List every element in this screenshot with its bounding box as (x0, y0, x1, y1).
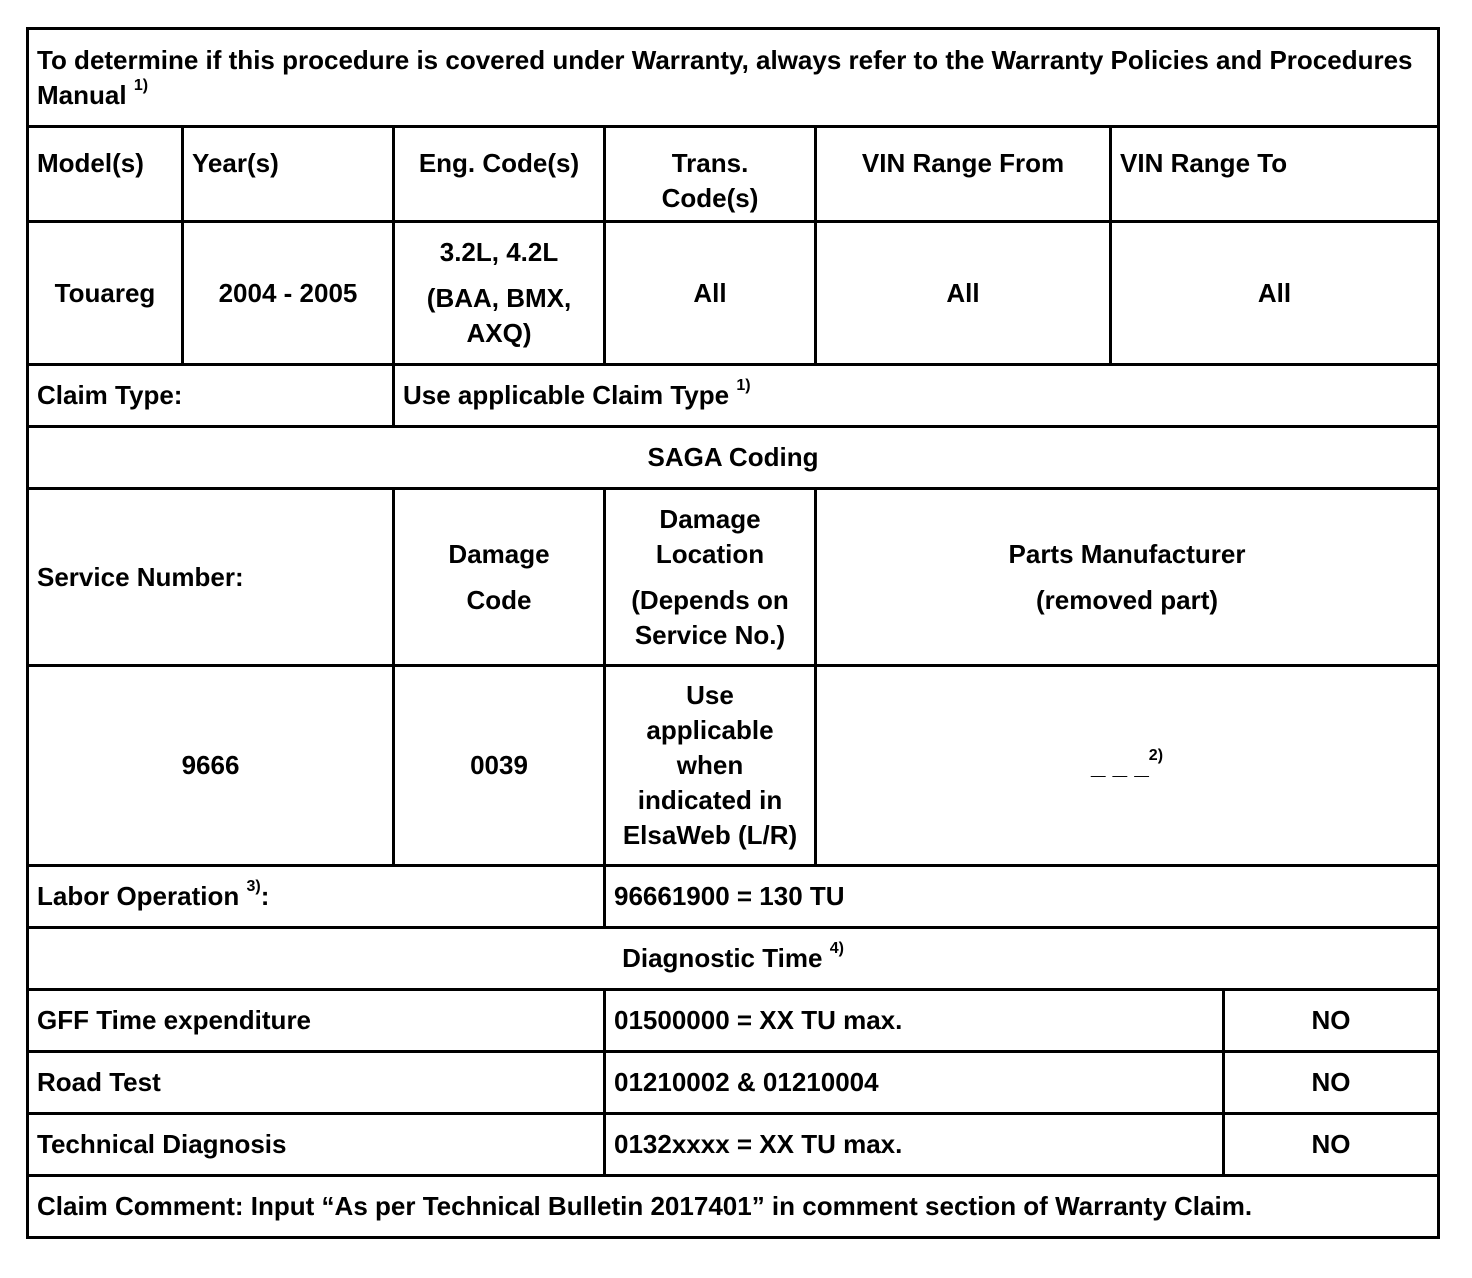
header-vin-to: VIN Range To (1111, 127, 1439, 222)
damage-location-header-line2: Location (655, 538, 765, 569)
vehicle-row (28, 222, 1439, 365)
parts-manufacturer-header (816, 489, 1439, 666)
saga-values-row (28, 666, 1439, 866)
diagnostic-flag: NO (1224, 1052, 1439, 1114)
header-trans-line1: Trans. (671, 148, 749, 178)
labor-operation-colon: : (260, 881, 270, 911)
damage-location-value (605, 666, 816, 866)
service-number-label: Service Number: (28, 489, 394, 666)
damage-location-value-line3: when (676, 750, 744, 780)
labor-operation-footnote: 3) (246, 878, 261, 896)
claim-type-row (28, 365, 1439, 427)
diagnostic-time-footnote: 4) (829, 940, 844, 958)
vehicle-years: 2004 - 2005 (183, 222, 394, 365)
labor-operation-value: 96661900 = 130 TU (605, 866, 1439, 928)
warranty-notice (28, 29, 1439, 127)
damage-code-header-line2: Code (466, 584, 532, 615)
damage-location-header-line4: Service No.) (634, 619, 786, 650)
vehicle-vin-from: All (816, 222, 1111, 365)
vehicle-header-row (28, 127, 1439, 222)
damage-location-value-line4: indicated in (637, 785, 783, 815)
diagnostic-flag: NO (1224, 1114, 1439, 1176)
header-years: Year(s) (183, 127, 394, 222)
saga-title-row (28, 427, 1439, 489)
labor-operation-text: Labor Operation (37, 881, 240, 911)
diagnostic-row (28, 1114, 1439, 1176)
parts-manufacturer-header-line1: Parts Manufacturer (1008, 538, 1246, 569)
diagnostic-row (28, 990, 1439, 1052)
claim-comment-row (28, 1176, 1439, 1238)
diagnostic-code: 01500000 = XX TU max. (605, 990, 1224, 1052)
diagnostic-label: Road Test (28, 1052, 605, 1114)
labor-operation-row (28, 866, 1439, 928)
service-number-value: 9666 (28, 666, 394, 866)
damage-location-header-line1: Damage (659, 503, 761, 534)
notice-row (28, 29, 1439, 127)
warranty-notice-footnote: 1) (133, 76, 149, 94)
diagnostic-time-text: Diagnostic Time (622, 943, 823, 973)
diagnostic-label: GFF Time expenditure (28, 990, 605, 1052)
diagnostic-label: Technical Diagnosis (28, 1114, 605, 1176)
saga-coding-title: SAGA Coding (28, 427, 1439, 489)
header-eng-codes: Eng. Code(s) (394, 127, 605, 222)
warranty-table-wrapper (26, 27, 1437, 1239)
labor-operation-label (28, 866, 605, 928)
warranty-notice-text: To determine if this procedure is covered under Warranty, always refer to the Warranty Policies and Procedures Manual (37, 44, 1413, 110)
diagnostic-code: 01210002 & 01210004 (605, 1052, 1224, 1114)
claim-type-text: Use applicable Claim Type (403, 380, 730, 410)
damage-location-value-line1: Use (686, 680, 734, 710)
vehicle-eng-line1: 3.2L, 4.2L (439, 237, 559, 267)
header-trans-codes (605, 127, 816, 222)
damage-location-header-line3: (Depends on (631, 584, 789, 615)
diagnostic-flag: NO (1224, 990, 1439, 1052)
saga-header-row (28, 489, 1439, 666)
parts-manufacturer-footnote: 2) (1148, 747, 1164, 765)
claim-type-value (394, 365, 1439, 427)
parts-manufacturer-blank: _ _ _ (1090, 750, 1149, 780)
damage-location-value-line2: applicable (646, 715, 774, 745)
damage-code-value: 0039 (394, 666, 605, 866)
parts-manufacturer-header-line2: (removed part) (1035, 584, 1219, 615)
header-trans-line2: Code(s) (661, 183, 759, 213)
warranty-coding-table (26, 27, 1440, 1239)
diagnostic-title-row (28, 928, 1439, 990)
damage-location-value-line5: ElsaWeb (L/R) (622, 820, 798, 850)
vehicle-eng-codes (394, 222, 605, 365)
vehicle-trans: All (605, 222, 816, 365)
header-models: Model(s) (28, 127, 183, 222)
claim-comment: Claim Comment: Input “As per Technical Bulletin 2017401” in comment section of Warranty Claim. (28, 1176, 1439, 1238)
vehicle-model: Touareg (28, 222, 183, 365)
claim-type-label: Claim Type: (28, 365, 394, 427)
diagnostic-time-title (28, 928, 1439, 990)
vehicle-vin-to: All (1111, 222, 1439, 365)
vehicle-eng-line3: AXQ) (466, 318, 532, 348)
parts-manufacturer-value (816, 666, 1439, 866)
header-vin-from: VIN Range From (816, 127, 1111, 222)
damage-location-header (605, 489, 816, 666)
claim-type-footnote: 1) (736, 377, 751, 395)
damage-code-header (394, 489, 605, 666)
diagnostic-code: 0132xxxx = XX TU max. (605, 1114, 1224, 1176)
vehicle-eng-line2: (BAA, BMX, (426, 283, 572, 313)
diagnostic-row (28, 1052, 1439, 1114)
damage-code-header-line1: Damage (448, 538, 550, 569)
